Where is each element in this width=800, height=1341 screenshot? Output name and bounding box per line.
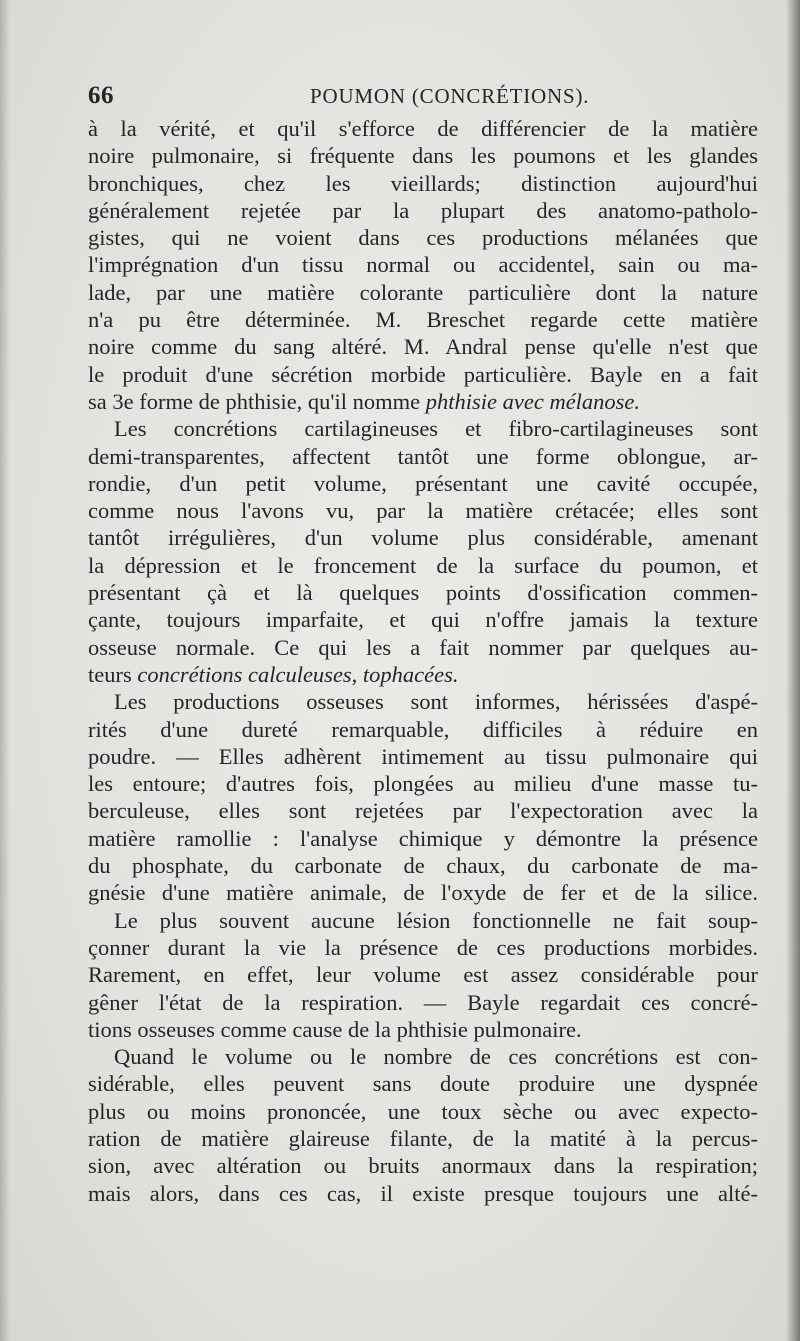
text-line: mais alors, dans ces cas, il existe presque toujours une alté- [88,1180,758,1206]
text-line: la dépression et le froncement de la surface du poumon, et [88,552,758,578]
text-line: ration de matière glaireuse filante, de la matité à la percus- [88,1125,758,1151]
page-header [88,82,758,112]
text-line: Quand le volume ou le nombre de ces concrétions est con- [114,1044,758,1070]
text-line: demi-transparentes, affectent tantôt une forme oblongue, ar- [88,443,758,469]
text-line: sidérable, elles peuvent sans doute produire une dyspnée [88,1071,758,1097]
text-line: généralement rejetée par la plupart des anatomo-patholo- [88,197,758,223]
text-line: çante, toujours imparfaite, et qui n'offre jamais la texture [88,607,758,633]
text-line: Les concrétions cartilagineuses et fibro-cartilagineuses sont [114,416,758,442]
text-line: à la vérité, et qu'il s'efforce de différencier de la matière [88,116,758,141]
page-edge-shadow [786,0,800,1341]
text-line: n'a pu être déterminée. M. Breschet regarde cette matière [88,307,758,333]
text-line-italic: phthisie avec mélanose. [425,388,641,414]
text-line: lade, par une matière colorante particulière dont la nature [88,279,758,305]
text-line: le produit d'une sécrétion morbide particulière. Bayle en a fait [88,361,758,387]
text-line: présentant çà et là quelques points d'ossification commen- [88,580,758,606]
text-line: bronchiques, chez les vieillards; distinction aujourd'hui [88,170,758,196]
text-line: l'imprégnation d'un tissu normal ou accidentel, sain ou ma- [88,252,758,278]
text-line: noire pulmonaire, si fréquente dans les poumons et les glandes [88,143,758,169]
text-line: plus ou moins prononcée, une toux sèche ou avec expecto- [88,1098,758,1124]
text-line: gnésie d'une matière animale, de l'oxyde de fer et de la silice. [88,880,758,906]
text-line [88,661,758,688]
text-line: çonner durant la vie la présence de ces productions morbides. [88,934,758,960]
text-line: tions osseuses comme cause de la phthisie pulmonaire. [88,1016,582,1042]
running-head: POUMON (CONCRÉTIONS). [310,84,590,108]
text-line: noire comme du sang altéré. M. Andral pense qu'elle n'est que [88,334,758,360]
text-line-roman: teurs [88,661,138,687]
text-line: rités d'une dureté remarquable, difficiles à réduire en [88,716,758,742]
text-line: berculeuse, elles sont rejetées par l'expectoration avec la [88,798,758,824]
text-line: Rarement, en effet, leur volume est assez considérable pour [88,962,758,988]
page-gutter-shadow [0,0,10,1341]
text-line [88,388,758,415]
text-line: sion, avec altération ou bruits anormaux dans la respiration; [88,1153,758,1179]
text-line: comme nous l'avons vu, par la matière crétacée; elles sont [88,498,758,524]
text-line-italic: concrétions calculeuses, tophacées. [137,661,459,687]
text-line: du phosphate, du carbonate de chaux, du carbonate de ma- [88,853,758,879]
text-line: gistes, qui ne voient dans ces productions mélanées que [88,225,758,251]
text-line: poudre. — Elles adhèrent intimement au tissu pulmonaire qui [88,743,758,769]
text-line: Le plus souvent aucune lésion fonctionnelle ne fait soup- [114,907,758,933]
text-line: Les productions osseuses sont informes, hérissées d'aspé- [114,689,758,715]
text-line: osseuse normale. Ce qui les a fait nommer par quelques au- [88,634,758,660]
text-line: matière ramollie : l'analyse chimique y démontre la présence [88,825,758,851]
text-line: les entoure; d'autres fois, plongées au milieu d'une masse tu- [88,771,758,797]
text-line: rondie, d'un petit volume, présentant une cavité occupée, [88,470,758,496]
page-number: 66 [88,82,114,109]
text-line: tantôt irrégulières, d'un volume plus considérable, amenant [88,525,758,551]
text-line-roman: sa 3e forme de phthisie, qu'il nomme [88,388,426,414]
body-text [88,115,758,1207]
text-line: gêner l'état de la respiration. — Bayle regardait ces concré- [88,989,758,1015]
